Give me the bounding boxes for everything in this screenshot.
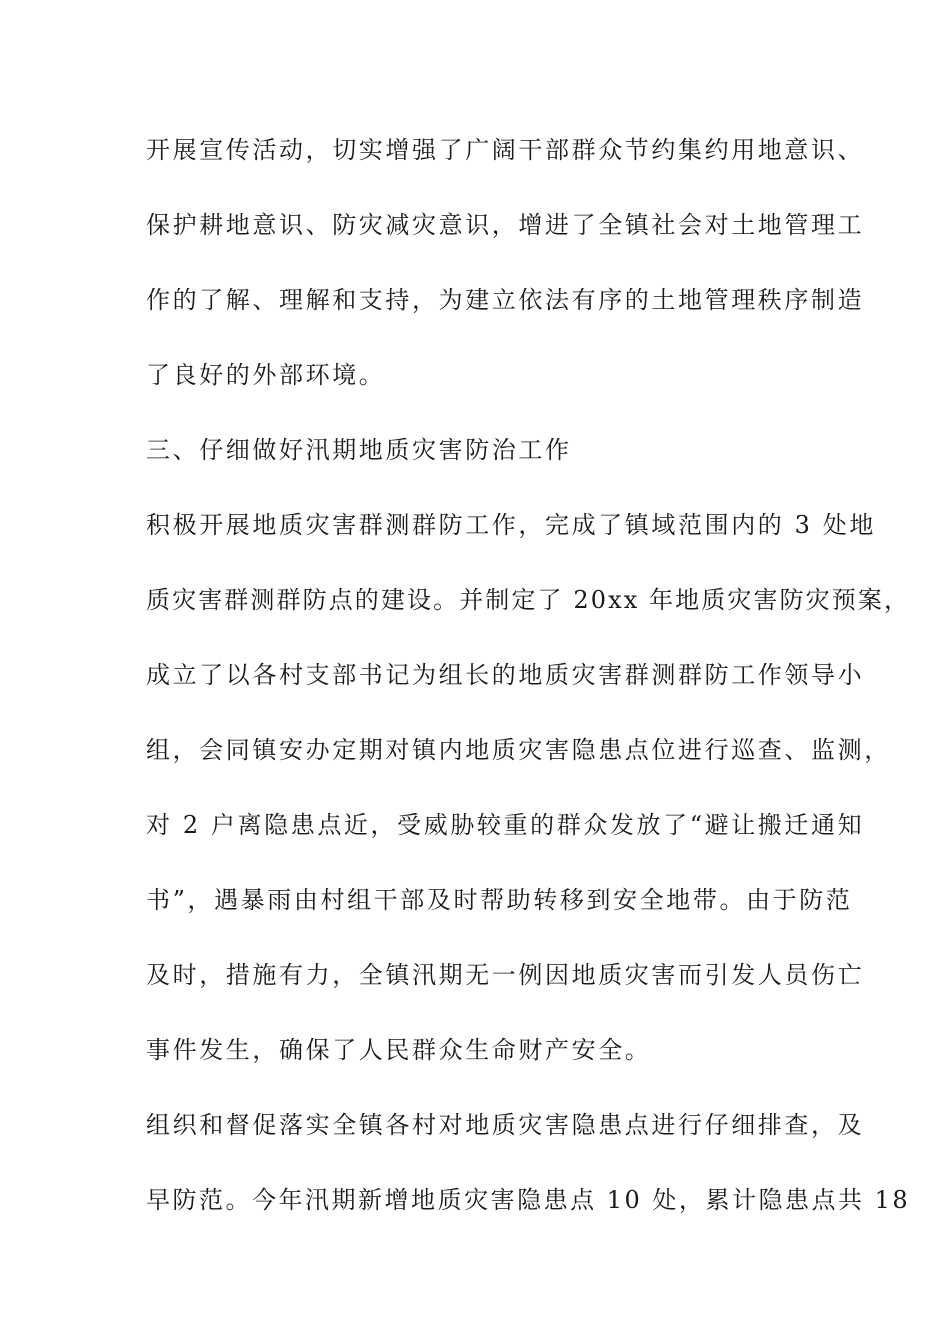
paragraph-line: 了良好的外部环境。	[146, 361, 386, 389]
paragraph-line: 早防范。今年汛期新增地质灾害隐患点 10 处，累计隐患点共 18	[146, 1186, 911, 1214]
paragraph-line: 作的了解、理解和支持，为建立依法有序的土地管理秩序制造	[146, 286, 865, 314]
paragraph-line: 对 2 户离隐患点近，受威胁较重的群众发放了“避让搬迁通知	[146, 811, 865, 839]
paragraph-line: 质灾害群测群防点的建设。并制定了 20xx 年地质灾害防灾预案，	[146, 586, 911, 614]
paragraph-line: 事件发生，确保了人民群众生命财产安全。	[146, 1036, 652, 1064]
paragraph-line: 及时，措施有力，全镇汛期无一例因地质灾害而引发人员伤亡	[146, 961, 865, 989]
paragraph-line: 组织和督促落实全镇各村对地质灾害隐患点进行仔细排查，及	[146, 1111, 865, 1139]
paragraph-line: 成立了以各村支部书记为组长的地质灾害群测群防工作领导小	[146, 661, 865, 689]
paragraph-line: 积极开展地质灾害群测群防工作，完成了镇域范围内的 3 处地	[146, 511, 876, 539]
paragraph-line: 开展宣传活动，切实增强了广阔干部群众节约集约用地意识、	[146, 136, 865, 164]
paragraph-line: 组，会同镇安办定期对镇内地质灾害隐患点位进行巡查、监测，	[146, 736, 891, 764]
paragraph-line: 保护耕地意识、防灾减灾意识，增进了全镇社会对土地管理工	[146, 211, 865, 239]
paragraph-line: 书”，遇暴雨由村组干部及时帮助转移到安全地带。由于防范	[146, 886, 853, 914]
section-heading: 三、仔细做好汛期地质灾害防治工作	[146, 436, 572, 464]
